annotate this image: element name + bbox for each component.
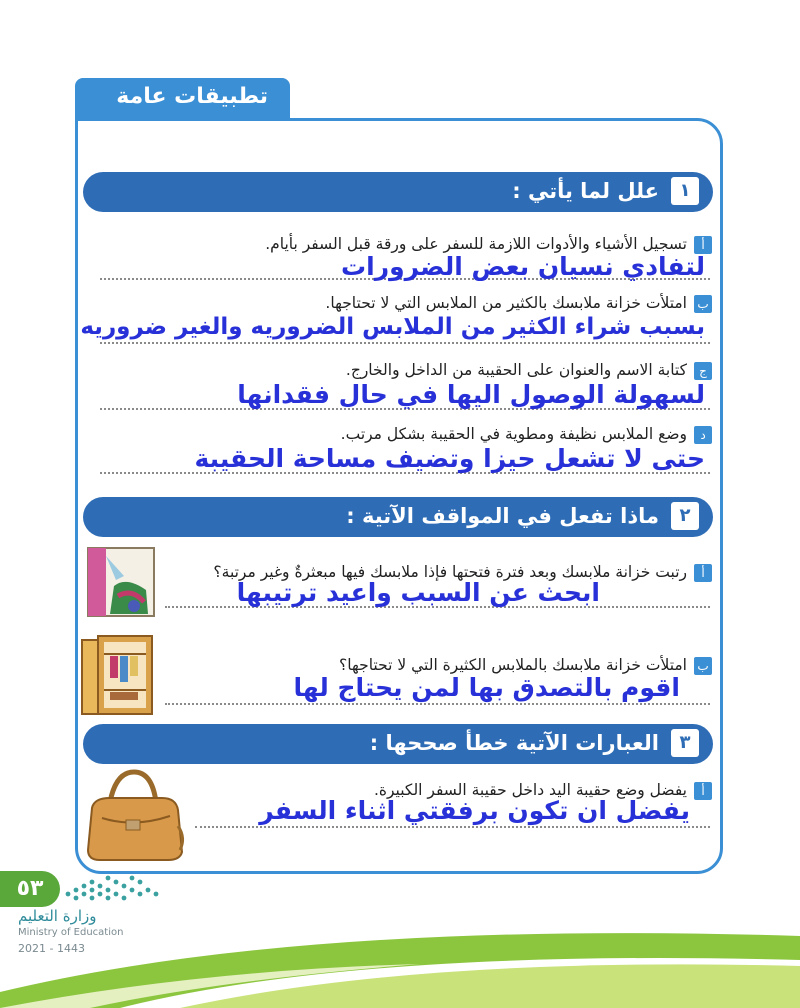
question-text: كتابة الاسم والعنوان على الحقيبة من الداخل والخارج.	[345, 361, 687, 379]
question-text: وضع الملابس نظيفة ومطوية في الحقيبة بشكل مرتب.	[340, 425, 687, 443]
question-text: رتبت خزانة ملابسك وبعد فترة فتحتها فإذا ملابسك فيها مبعثرةٌ وغير مرتبة؟	[213, 563, 687, 581]
question-text: امتلأت خزانة ملابسك بالملابس الكثيرة التي لا تحتاجها؟	[339, 656, 687, 674]
section-2-number: ٢	[671, 502, 699, 530]
answer-2a: ابحث عن السبب واعيد ترتيبها	[236, 578, 600, 607]
ministry-name-arabic: وزارة التعليم	[18, 907, 97, 925]
question-text: امتلأت خزانة ملابسك بالكثير من الملابس التي لا تحتاجها.	[325, 294, 687, 312]
question-1c	[346, 361, 712, 380]
section-2-header	[83, 497, 713, 537]
handbag-illustration	[82, 768, 188, 864]
question-1a	[265, 235, 712, 254]
question-letter: أ	[694, 782, 712, 800]
decorative-swoosh	[0, 900, 800, 1008]
section-3-header	[83, 724, 713, 764]
page-tab	[75, 78, 290, 122]
question-1d	[341, 425, 712, 444]
answer-line	[100, 342, 710, 344]
question-letter: ب	[694, 295, 712, 313]
question-letter: ج	[694, 362, 712, 380]
answer-1b: بسبب شراء الكثير من الملابس الضروريه والغير ضروريه	[80, 314, 705, 340]
section-1-header	[83, 172, 713, 212]
question-letter: ب	[694, 657, 712, 675]
ministry-logo-dots	[60, 872, 164, 902]
answer-line	[165, 703, 710, 705]
section-3-number: ٣	[671, 729, 699, 757]
wardrobe-illustration	[80, 632, 156, 718]
question-letter: أ	[694, 236, 712, 254]
question-letter: أ	[694, 564, 712, 582]
page-number: ٥٣	[0, 871, 60, 907]
section-1-number: ١	[671, 177, 699, 205]
question-letter: د	[694, 426, 712, 444]
answer-1a: لتفادي نسيان بعض الضرورات	[341, 252, 705, 281]
section-2-title: ماذا تفعل في المواقف الآتية :	[346, 504, 659, 528]
section-1-title: علل لما يأتي :	[512, 179, 659, 203]
question-2b	[339, 656, 712, 675]
answer-line	[195, 826, 710, 828]
answer-3a: يفضل ان تكون برفقتي اثناء السفر	[259, 796, 690, 825]
page-tab-title: تطبيقات عامة	[116, 84, 268, 109]
section-3-title: العبارات الآتية خطأ صححها :	[369, 731, 659, 755]
answer-1c: لسهولة الوصول اليها في حال فقدانها	[237, 380, 705, 409]
question-1b	[325, 294, 712, 313]
ministry-name-english: Ministry of Education	[18, 927, 124, 938]
edition-year: 2021 - 1443	[18, 942, 85, 955]
answer-2b: اقوم بالتصدق بها لمن يحتاج لها	[293, 673, 680, 702]
answer-1d: حتى لا تشعل حيزا وتضيف مساحة الحقيبة	[194, 444, 705, 473]
messy-closet-illustration	[86, 546, 156, 618]
question-text: يفضل وضع حقيبة اليد داخل حقيبة السفر الكبيرة.	[373, 781, 687, 799]
question-text: تسجيل الأشياء والأدوات اللازمة للسفر على ورقة قبل السفر بأيام.	[265, 235, 687, 253]
